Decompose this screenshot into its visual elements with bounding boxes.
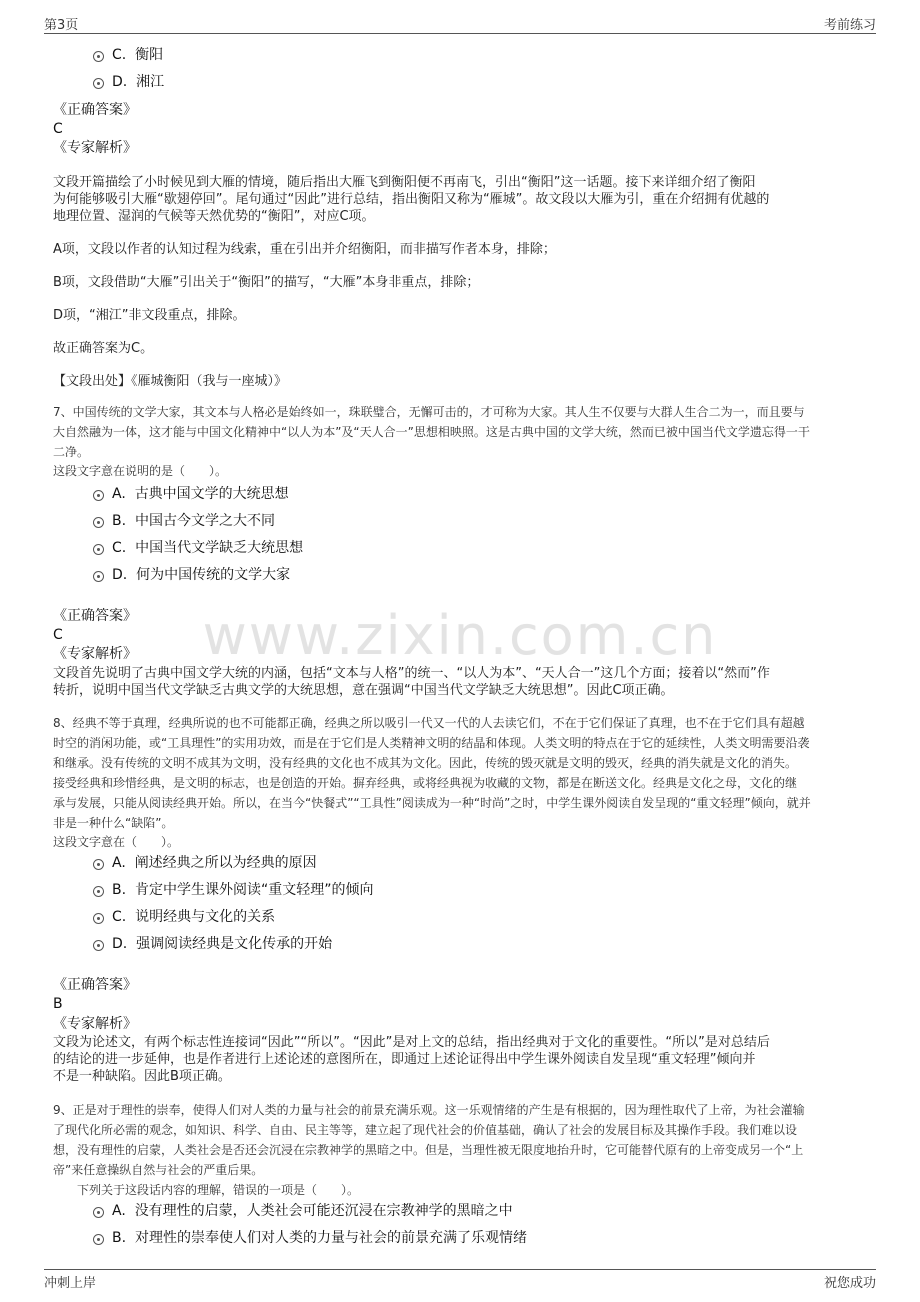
q8-answer-label: 《正确答案》 [53,977,137,993]
radio-icon[interactable] [93,517,104,528]
q9-option-a[interactable]: A. 没有理性的启蒙，人类社会可能还沉浸在宗教神学的黑暗之中 [93,1202,513,1220]
q8-option-c[interactable]: C. 说明经典与文化的关系 [93,908,275,926]
q7-option-b[interactable]: B. 中国古今文学之大不同 [93,512,275,530]
radio-icon[interactable] [93,913,104,924]
radio-icon[interactable] [93,859,104,870]
q8-analysis: 文段为论述文，有两个标志性连接词“因此”“所以”。“因此”是对上文的总结，指出经典对于文化的重要性。“所以”是对总结后 的结论的进一步延伸，也是作者进行上述论述的意图所在，即通过上述论证得出中学生课外阅读自发呈现“重文轻理”倾向并 不是一种缺陷。因此B项正确。 [53,1035,770,1084]
q7-option-c[interactable]: C. 中国当代文学缺乏大统思想 [93,539,303,557]
header-title: 考前练习 [823,18,876,33]
q6-analysis: 文段开篇描绘了小时候见到大雁的情境，随后指出大雁飞到衡阳便不再南飞，引出“衡阳”这一话题。接下来详细介绍了衡阳 为何能够吸引大雁“歇翅停回”。尾句通过“因此”进行总结，指出衡阳又称为“雁城”。故文段以大雁为引，重在介绍拥有优越的 地理位置、湿润的气候等天然优势的“衡阳”，对应C项。 [53,175,770,224]
q7-answer-label: 《正确答案》 [53,608,137,624]
q8-answer: B [53,996,63,1012]
q6-option-c[interactable]: C. 衡阳 [93,46,163,64]
q6-answer: C [53,121,63,137]
page-number: 第3页 [44,18,79,33]
q7-option-d[interactable]: D. 何为中国传统的文学大家 [93,566,290,584]
q7-stem: 7、中国传统的文学大家，其文本与人格必是始终如一，珠联璧合，无懈可击的，才可称为大家。其人生不仅要与大群人生合二为一，而且要与 大自然融为一体，这才能与中国文化精神中“以人为本”及“天人合一”思想相映照。这是古典中国的文学大统，然而已被中国当代文学遗忘得一干 二净。 [53,405,810,459]
q6-source: 【文段出处】《雁城衡阳（我与一座城）》 [53,374,288,389]
radio-icon[interactable] [93,51,104,62]
q6-conclusion: 故正确答案为C。 [53,341,154,356]
q7-question: 这段文字意在说明的是（ ）。 [53,464,228,478]
footer-left: 冲刺上岸 [44,1276,97,1291]
radio-icon[interactable] [93,544,104,555]
q8-analysis-label: 《专家解析》 [53,1016,137,1032]
q9-option-b[interactable]: B. 对理性的崇奉使人们对人类的力量与社会的前景充满了乐观情绪 [93,1229,527,1247]
q7-option-a[interactable]: A. 古典中国文学的大统思想 [93,485,289,503]
q7-answer: C [53,627,63,643]
radio-icon[interactable] [93,1234,104,1245]
q8-option-b[interactable]: B. 肯定中学生课外阅读“重文轻理”的倾向 [93,881,373,899]
q6-option-d[interactable]: D. 湘江 [93,73,164,91]
q6-answer-label: 《正确答案》 [53,102,137,118]
page-header [44,14,876,33]
radio-icon[interactable] [93,940,104,951]
q7-analysis: 文段首先说明了古典中国文学大统的内涵，包括“文本与人格”的统一、“以人为本”、“天人合一”这几个方面；接着以“然而”作 转折，说明中国当代文学缺乏古典文学的大统思想，意在强调“中国当代文学缺乏大统思想”。因此C项正确。 [53,666,770,698]
footer-rule [44,1269,876,1270]
header-rule [44,33,876,34]
q6-d-explanation: D项，“湘江”非文段重点，排除。 [53,308,246,323]
watermark: www.zixin.com.cn [202,604,718,667]
radio-icon[interactable] [93,78,104,89]
radio-icon[interactable] [93,1207,104,1218]
q6-b-explanation: B项，文段借助“大雁”引出关于“衡阳”的描写，“大雁”本身非重点，排除； [53,275,480,290]
q9-question: 下列关于这段话内容的理解，错误的一项是（ ）。 [53,1183,360,1197]
q9-stem: 9、正是对于理性的崇奉，使得人们对人类的力量与社会的前景充满乐观。这一乐观情绪的产生是有根据的，因为理性取代了上帝，为社会灌输 了现代化所必需的观念，如知识、科学、自由、民主等等，建立起了现代社会的价值基础，确认了社会的发展目标及其操作手段。我们难以设 想，没有理性的启蒙，人类社会是否还会沉浸在宗教神学的黑暗之中。但是，当理性被无限度地抬升时，它可能替代原有的上帝变成另一个“上 帝”来任意操纵自然与社会的严重后果。 [53,1103,805,1177]
q7-analysis-label: 《专家解析》 [53,646,137,662]
radio-icon[interactable] [93,571,104,582]
footer-right: 祝您成功 [823,1276,876,1291]
radio-icon[interactable] [93,490,104,501]
page-footer [44,1272,876,1291]
q8-stem: 8、经典不等于真理，经典所说的也不可能都正确，经典之所以吸引一代又一代的人去读它们，不在于它们保证了真理，也不在于它们具有超越 时空的消闲功能，或“工具理性”的实用功效，而是在于它们是人类精神文明的结晶和体现。人类文明的特点在于它的延续性，人类文明需要沿袭 和继承。没有传统的文明不成其为文明，没有经典的文化也不成其为文化。因此，传统的毁灭就是文明的毁灭，经典的消失就是文化的消失。 接受经典和珍惜经典，是文明的标志，也是创造的开始。摒弃经典，或将经典视为收藏的文物，都是在断送文化。经典是文化之母，文化的继 承与发展，只能从阅读经典开始。所以，在当今“快餐式”“工具性”阅读成为一种“时尚”之时，中学生课外阅读自发呈现的“重文轻理”倾向，就并 非是一种什么“缺陷”。 [53,716,811,830]
q6-a-explanation: A项，文段以作者的认知过程为线索，重在引出并介绍衡阳，而非描写作者本身，排除； [53,242,556,257]
q8-question: 这段文字意在（ ）。 [53,835,180,849]
radio-icon[interactable] [93,886,104,897]
q8-option-d[interactable]: D. 强调阅读经典是文化传承的开始 [93,935,332,953]
q6-analysis-label: 《专家解析》 [53,140,137,156]
q8-option-a[interactable]: A. 阐述经典之所以为经典的原因 [93,854,317,872]
